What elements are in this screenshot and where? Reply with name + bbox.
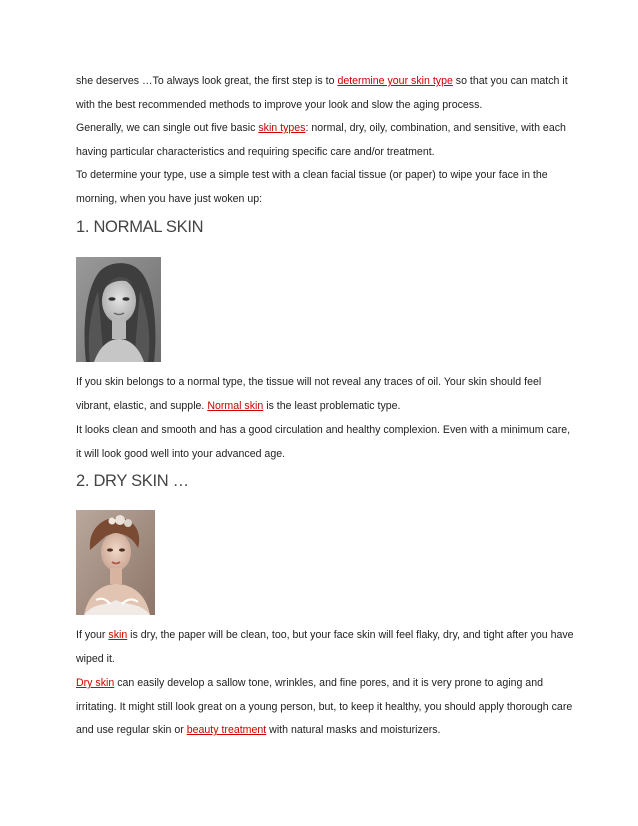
dry-skin-paragraph-2: Dry skin can easily develop a sallow tone, wrinkles, and fine pores, and it is very prone to aging and irritating. It might still look great on a young person, but, to keep it healthy, you should apply thorough care and use regular skin or beauty treatment with natural masks and moisturizers.	[76, 677, 573, 736]
intro-paragraph-1: she deserves …To always look great, the first step is to determine your skin type so that you can match it with the best recommended methods to improve your look and slow the aging process.	[76, 75, 568, 111]
dry-skin-link[interactable]: Dry skin	[76, 677, 115, 689]
beauty-treatment-link[interactable]: beauty treatment	[186, 724, 267, 736]
dry-skin-paragraph-1: If your skin is dry, the paper will be clean, too, but your face skin will feel flaky, dry, and tight after you have wiped it.	[76, 629, 574, 665]
heading-dry-skin: 2. DRY SKIN …	[76, 472, 189, 490]
determine-skin-type-link[interactable]: determine your skin type	[337, 75, 453, 87]
skin-link[interactable]: skin	[108, 629, 128, 641]
intro-paragraph-2: Generally, we can single out five basic skin types: normal, dry, oily, combination, and sensitive, with each having particular characteristics and requiring specific care and/or treatment.	[76, 122, 566, 158]
intro-paragraph-3: To determine your type, use a simple test with a clean facial tissue (or paper) to wipe your face in the morning, when you have just woken up:	[76, 169, 548, 205]
normal-skin-photo	[76, 257, 161, 362]
normal-skin-paragraph-1: If you skin belongs to a normal type, the tissue will not reveal any traces of oil. Your skin should feel	[76, 376, 542, 388]
dry-skin-photo	[76, 510, 155, 615]
heading-normal-skin: 1. NORMAL SKIN	[76, 218, 204, 236]
normal-skin-paragraph-2: vibrant, elastic, and supple. Normal skin is the least problematic type.	[76, 400, 401, 412]
skin-types-link[interactable]: skin types	[258, 122, 306, 134]
normal-skin-paragraph-3: It looks clean and smooth and has a good circulation and healthy complexion. Even with a minimum care, it will look good well into your advanced age.	[76, 424, 571, 460]
normal-skin-link[interactable]: Normal skin	[207, 400, 264, 412]
